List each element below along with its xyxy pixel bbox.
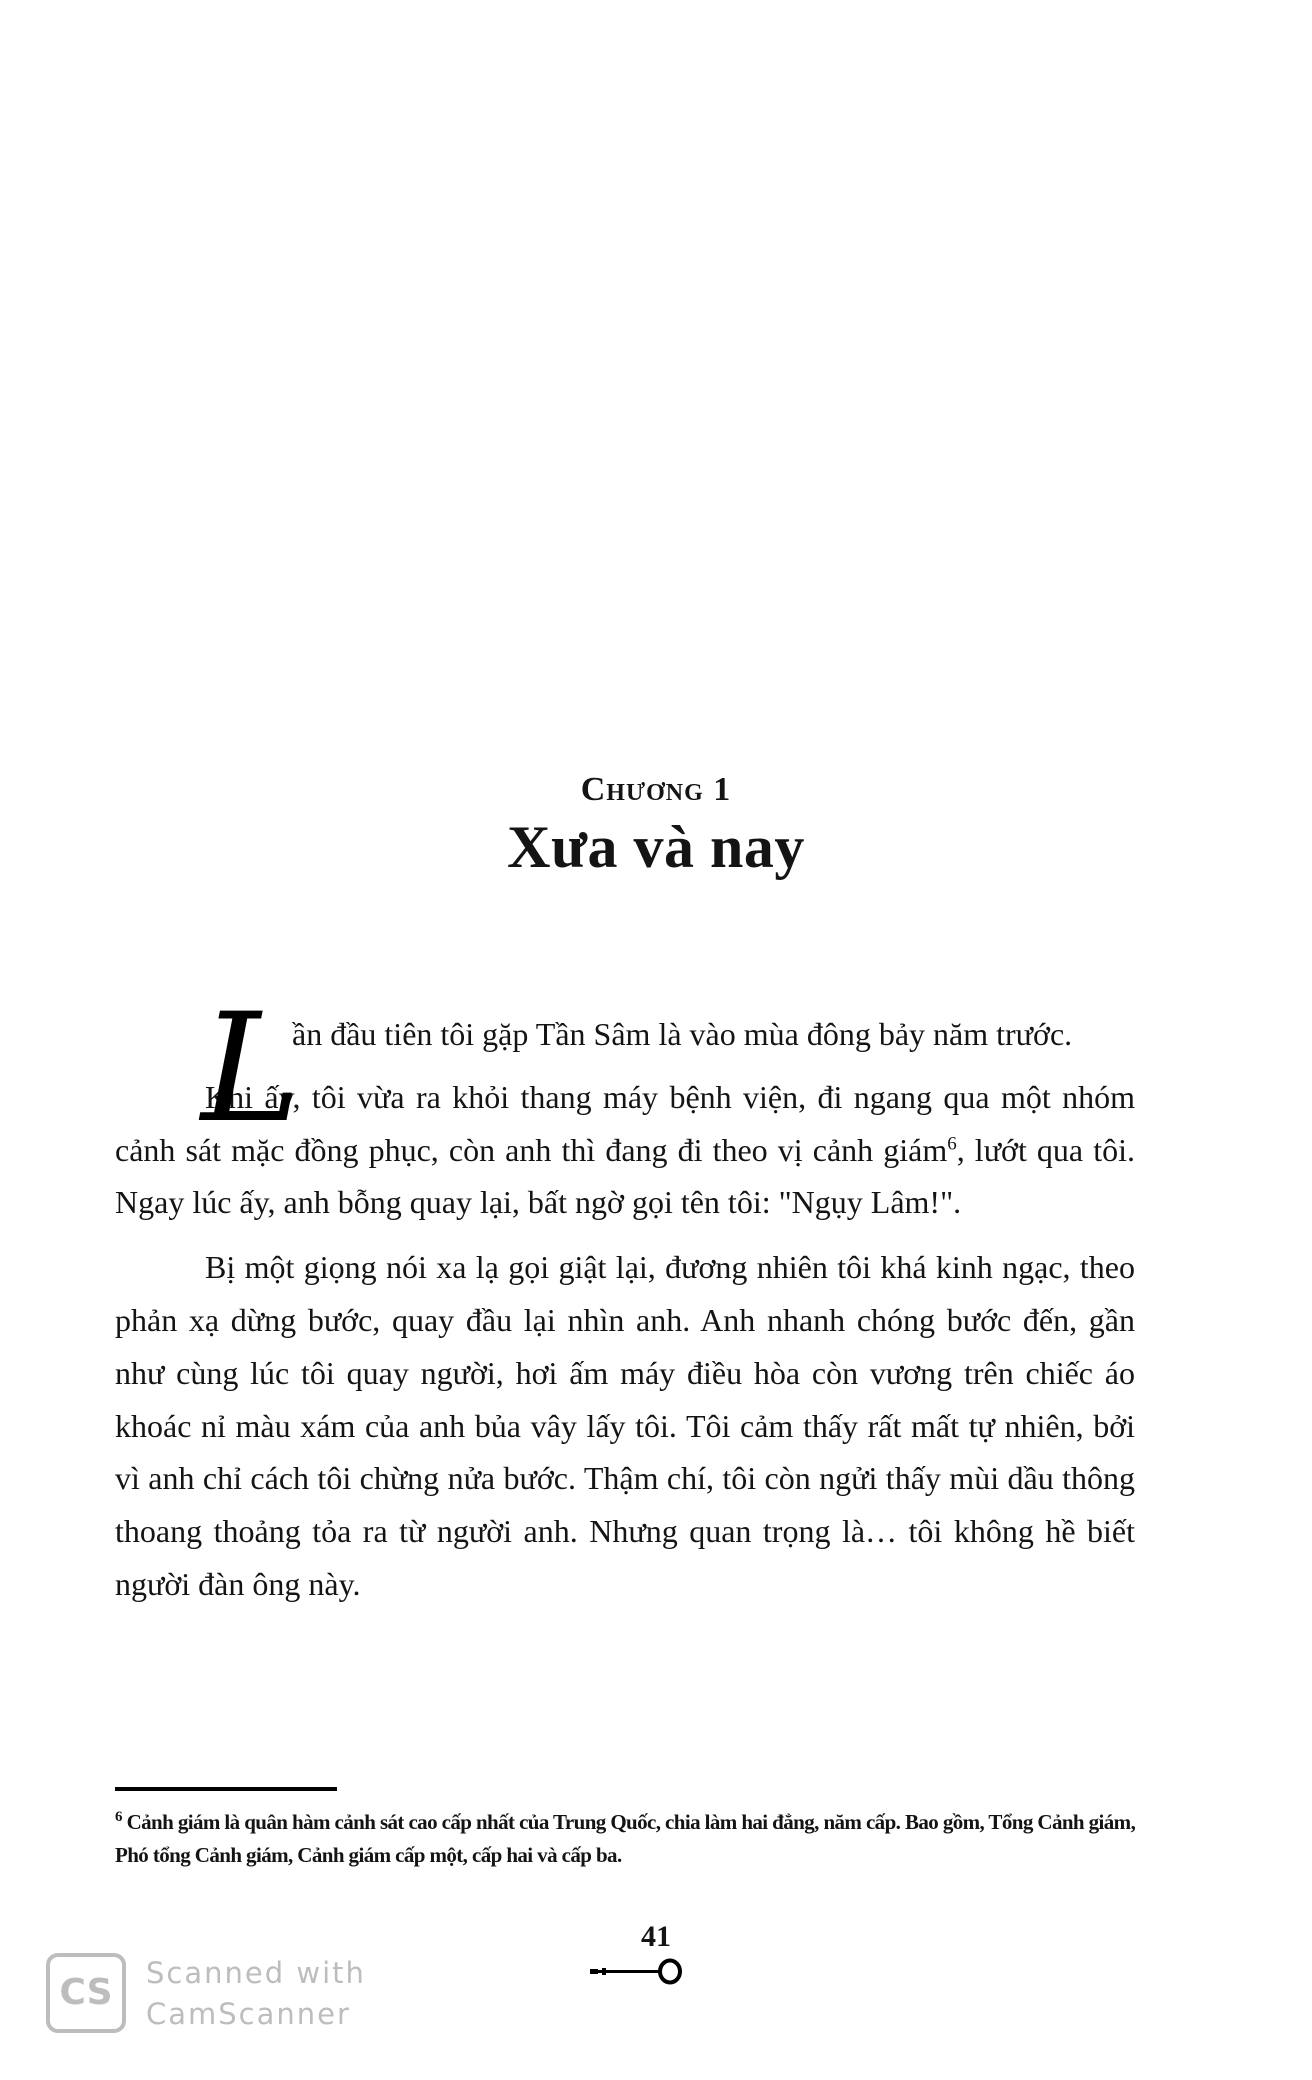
paragraph-2-text-a: Khi ấy, tôi vừa ra khỏi thang máy bệnh viện, đi ngang qua một nhóm cảnh sát mặc đồng phục, còn anh thì đang đi theo vị cảnh giám: [115, 1078, 1135, 1168]
watermark-line-1: Scanned with: [146, 1956, 366, 1990]
camscanner-logo: CS: [46, 1953, 126, 2033]
drop-cap: L: [201, 982, 301, 1156]
paragraph-2-text-b: , lướt qua tôi. Ngay lúc ấy, anh bỗng quay lại, bất ngờ gọi tên tôi: "Ngụy Lâm!".: [115, 1131, 1136, 1221]
key-icon: [588, 1956, 688, 1986]
footnote-number: 6: [115, 1809, 122, 1825]
chapter-title: Xưa và nay: [507, 814, 805, 880]
footnote-divider: [115, 1787, 337, 1791]
scanner-watermark: [46, 1953, 386, 2041]
paragraph-3: Bị một giọng nói xa lạ gọi giật lại, đương nhiên tôi khá kinh ngạc, theo phản xạ dừng bước, quay đầu lại nhìn anh. Anh nhanh chóng bước đến, gần như cùng lúc tôi quay người, hơi ấm máy điều hòa còn vương trên chiếc áo khoác nỉ màu xám của anh bủa vây lấy tôi. Tôi cảm thấy rất mất tự nhiên, bởi vì anh chỉ cách tôi chừng nửa bước. Thậm chí, tôi còn ngửi thấy mùi dầu thông thoang thoảng tỏa ra từ người anh. Nhưng quan trọng là… tôi không hề biết người đàn ông này.: [115, 1249, 1135, 1602]
footnote-text: Cảnh giám là quân hàm cảnh sát cao cấp nhất của Trung Quốc, chia làm hai đẳng, năm cấp. Bao gồm, Tổng Cảnh giám, Phó tổng Cảnh giám, Cảnh giám cấp một, cấp hai và cấp ba.: [115, 1810, 1136, 1867]
body-text: [115, 982, 1136, 1623]
footnote: [115, 1806, 1137, 1872]
chapter-label: Chương 1: [580, 771, 732, 808]
chapter-header: [0, 770, 1312, 882]
watermark-text: [146, 1953, 366, 2035]
footnote-reference: 6: [947, 1132, 957, 1154]
paragraph-1-text: ần đầu tiên tôi gặp Tần Sâm là vào mùa đông bảy năm trước.: [292, 1016, 1073, 1052]
page-number: 41: [641, 1920, 671, 1953]
watermark-line-2: CamScanner: [146, 1997, 351, 2031]
